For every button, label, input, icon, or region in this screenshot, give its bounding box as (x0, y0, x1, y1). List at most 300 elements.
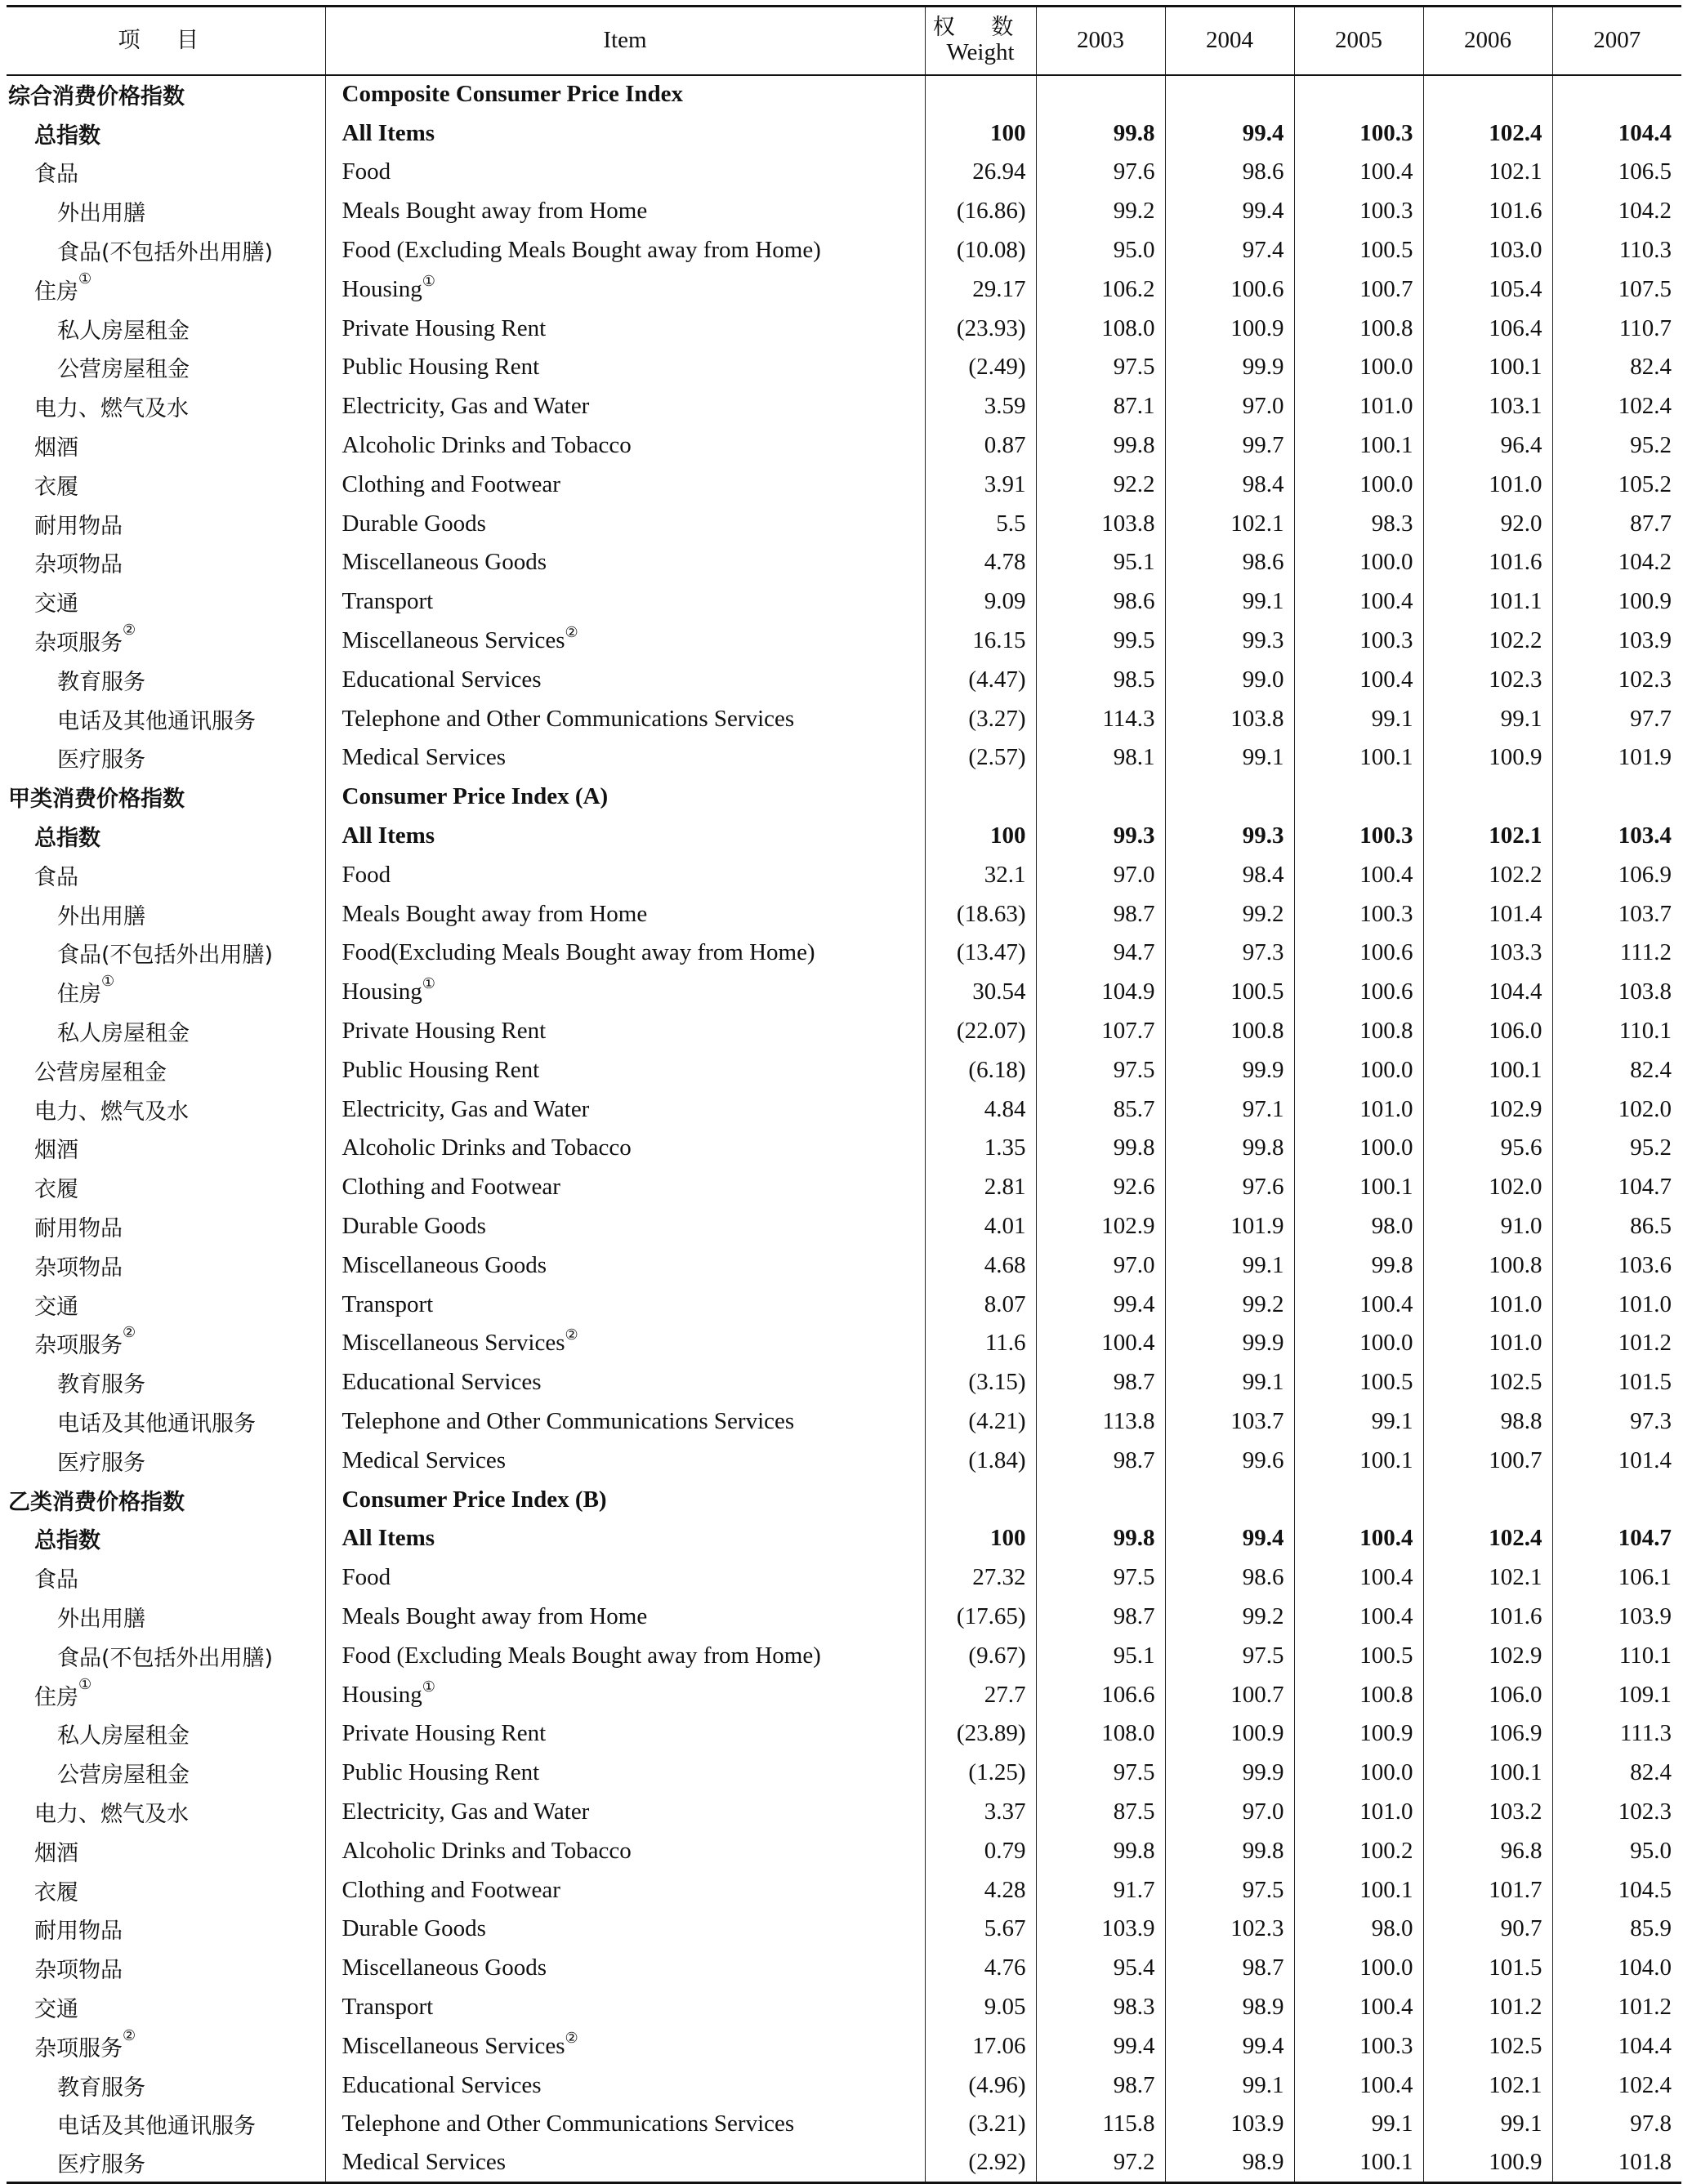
item-en-label: Transport (342, 1993, 434, 2020)
item-en-cell (325, 1714, 925, 1754)
value-cell-2007: 110.1 (1552, 1636, 1681, 1675)
item-en-cell (325, 2026, 925, 2066)
footnote-marker: ② (565, 624, 578, 641)
item-cn-label: 教育服务 (57, 2075, 145, 2101)
weight-cell: 4.28 (925, 1870, 1036, 1910)
weight-cell: (9.67) (925, 1636, 1036, 1675)
value-cell-2006: 102.1 (1423, 153, 1552, 192)
value-cell-2005: 100.4 (1294, 153, 1423, 192)
weight-cell: 1.35 (925, 1129, 1036, 1168)
value-cell-2006: 103.3 (1423, 934, 1552, 973)
table-row (7, 1246, 1681, 1285)
value-cell-2003: 108.0 (1036, 1714, 1165, 1754)
item-cn-label: 耐用物品 (34, 1919, 123, 1945)
table-row (7, 894, 1681, 934)
value-cell-2004: 102.3 (1165, 1910, 1294, 1949)
footnote-marker: ② (123, 1324, 136, 1342)
value-cell-2004: 102.1 (1165, 504, 1294, 543)
value-cell-2004: 98.7 (1165, 1949, 1294, 1988)
value-cell-2004: 100.8 (1165, 1012, 1294, 1051)
value-cell-2003: 98.7 (1036, 894, 1165, 934)
item-en-label: Electricity, Gas and Water (342, 393, 590, 420)
value-cell-2005: 100.6 (1294, 934, 1423, 973)
value-cell-2003: 104.9 (1036, 973, 1165, 1012)
value-cell-2003: 91.7 (1036, 1870, 1165, 1910)
item-en-cell (325, 934, 925, 973)
item-cn-label: 私人房屋租金 (57, 1021, 190, 1047)
item-en-cell (325, 778, 925, 817)
table-row (7, 1090, 1681, 1129)
item-cn-cell (7, 855, 325, 894)
weight-cell: 4.68 (925, 1246, 1036, 1285)
table-row (7, 465, 1681, 504)
value-cell-2003: 95.4 (1036, 1949, 1165, 1988)
value-cell-2006: 106.4 (1423, 309, 1552, 348)
item-en-label: Telephone and Other Communications Services (342, 1407, 795, 1434)
weight-cell: (3.21) (925, 2105, 1036, 2144)
value-cell-2004: 97.1 (1165, 1090, 1294, 1129)
table-row (7, 738, 1681, 778)
item-cn-cell (7, 1324, 325, 1363)
value-cell-2006: 102.4 (1423, 114, 1552, 153)
item-en-label: Durable Goods (342, 510, 486, 537)
item-cn-cell (7, 1870, 325, 1910)
value-cell-2004: 100.9 (1165, 309, 1294, 348)
item-en-label: Food (342, 158, 391, 185)
value-cell-2004: 99.1 (1165, 738, 1294, 778)
item-cn-cell (7, 1598, 325, 1637)
value-cell-2007: 111.3 (1552, 1714, 1681, 1754)
value-cell-2004: 97.5 (1165, 1870, 1294, 1910)
weight-cell: 4.84 (925, 1090, 1036, 1129)
header-year-2006: 2006 (1423, 7, 1552, 75)
item-cn-label: 教育服务 (57, 1372, 145, 1398)
value-cell-2003: 98.7 (1036, 1598, 1165, 1637)
item-cn-cell (7, 1558, 325, 1598)
footnote-marker: ① (101, 973, 115, 991)
weight-cell: 5.67 (925, 1910, 1036, 1949)
item-en-cell (325, 231, 925, 270)
weight-cell: 27.32 (925, 1558, 1036, 1598)
item-en-cell (325, 1441, 925, 1480)
item-en-cell (325, 1168, 925, 1207)
item-en-cell (325, 1754, 925, 1793)
table-row (7, 2105, 1681, 2144)
item-cn-label: 杂项物品 (34, 1958, 123, 1984)
item-en-label: Miscellaneous Goods (342, 1251, 547, 1278)
value-cell-2005: 101.0 (1294, 387, 1423, 426)
value-cell-2007: 101.2 (1552, 1988, 1681, 2027)
item-en-cell (325, 894, 925, 934)
item-en-label: Miscellaneous Services (342, 2032, 565, 2059)
value-cell-2007: 106.5 (1552, 153, 1681, 192)
value-cell-2004: 99.7 (1165, 426, 1294, 466)
item-en-cell (325, 660, 925, 699)
value-cell-2006: 91.0 (1423, 1207, 1552, 1246)
item-en-cell (325, 1636, 925, 1675)
table-row (7, 1168, 1681, 1207)
item-cn-cell (7, 699, 325, 738)
value-cell-2006: 103.2 (1423, 1793, 1552, 1832)
item-cn-cell (7, 2144, 325, 2183)
item-cn-label: 交通 (34, 1996, 78, 2022)
value-cell-2003: 99.8 (1036, 1129, 1165, 1168)
value-cell-2005: 100.3 (1294, 114, 1423, 153)
item-en-cell (325, 348, 925, 387)
value-cell-2005: 100.4 (1294, 2066, 1423, 2105)
value-cell-2005: 100.3 (1294, 817, 1423, 856)
weight-cell: 3.91 (925, 465, 1036, 504)
section-row (7, 778, 1681, 817)
value-cell-2007: 107.5 (1552, 270, 1681, 309)
value-cell-2004: 97.4 (1165, 231, 1294, 270)
item-cn-cell (7, 622, 325, 661)
value-cell-2007: 110.3 (1552, 231, 1681, 270)
item-cn-cell (7, 1754, 325, 1793)
value-cell-2004: 97.0 (1165, 1793, 1294, 1832)
value-cell-2007: 104.5 (1552, 1870, 1681, 1910)
item-cn-cell (7, 1402, 325, 1442)
item-en-label: Food(Excluding Meals Bought away from Home) (342, 939, 815, 966)
item-en-cell (325, 1558, 925, 1598)
item-cn-cell (7, 1480, 325, 1519)
item-en-label: Private Housing Rent (342, 1720, 547, 1747)
weight-cell: 26.94 (925, 153, 1036, 192)
value-cell-2004: 99.1 (1165, 582, 1294, 622)
item-en-cell (325, 1285, 925, 1324)
item-en-label: Meals Bought away from Home (342, 900, 648, 927)
weight-cell: 3.37 (925, 1793, 1036, 1832)
weight-cell: 9.05 (925, 1988, 1036, 2027)
item-cn-cell (7, 2105, 325, 2144)
item-cn-cell (7, 1207, 325, 1246)
item-en-cell (325, 582, 925, 622)
item-cn-cell (7, 75, 325, 114)
value-cell-2007: 101.0 (1552, 1285, 1681, 1324)
value-cell-2003: 98.7 (1036, 2066, 1165, 2105)
value-cell-2006 (1423, 1480, 1552, 1519)
value-cell-2004: 97.6 (1165, 1168, 1294, 1207)
item-en-cell (325, 270, 925, 309)
value-cell-2003: 113.8 (1036, 1402, 1165, 1442)
item-en-label: Food (Excluding Meals Bought away from Home) (342, 237, 821, 264)
item-cn-label: 住房 (57, 982, 101, 1008)
value-cell-2005: 100.0 (1294, 348, 1423, 387)
item-cn-label: 交通 (34, 591, 78, 617)
item-cn-cell (7, 894, 325, 934)
value-cell-2004: 98.4 (1165, 465, 1294, 504)
value-cell-2006: 106.0 (1423, 1012, 1552, 1051)
item-cn-cell (7, 778, 325, 817)
value-cell-2003: 87.1 (1036, 387, 1165, 426)
item-cn-cell (7, 1441, 325, 1480)
value-cell-2003: 103.8 (1036, 504, 1165, 543)
item-en-label: Housing (342, 275, 422, 302)
item-en-label: Transport (342, 1290, 434, 1317)
value-cell-2005: 100.0 (1294, 543, 1423, 582)
weight-cell: (3.27) (925, 699, 1036, 738)
value-cell-2005: 100.8 (1294, 1675, 1423, 1714)
table-row (7, 2066, 1681, 2105)
item-en-cell (325, 75, 925, 114)
weight-cell: (23.93) (925, 309, 1036, 348)
item-cn-label: 电力、燃气及水 (34, 1099, 189, 1125)
item-cn-cell (7, 1050, 325, 1090)
item-cn-label: 食品 (34, 1567, 78, 1593)
value-cell-2005: 100.5 (1294, 231, 1423, 270)
item-cn-label: 综合消费价格指数 (8, 84, 185, 110)
item-cn-label: 衣履 (34, 1879, 78, 1905)
value-cell-2003: 97.5 (1036, 348, 1165, 387)
item-en-cell (325, 1402, 925, 1442)
item-cn-cell (7, 1793, 325, 1832)
header-year-2004: 2004 (1165, 7, 1294, 75)
value-cell-2005: 100.1 (1294, 1168, 1423, 1207)
item-en-cell (325, 699, 925, 738)
item-cn-cell (7, 2066, 325, 2105)
value-cell-2005: 100.4 (1294, 582, 1423, 622)
value-cell-2005 (1294, 778, 1423, 817)
weight-cell: (23.89) (925, 1714, 1036, 1754)
value-cell-2005: 100.4 (1294, 660, 1423, 699)
header-item-en: Item (325, 7, 925, 75)
value-cell-2005: 99.1 (1294, 1402, 1423, 1442)
value-cell-2007: 103.6 (1552, 1246, 1681, 1285)
value-cell-2007: 104.4 (1552, 114, 1681, 153)
value-cell-2004: 99.4 (1165, 192, 1294, 231)
footnote-marker: ① (422, 1678, 435, 1695)
value-cell-2006: 103.1 (1423, 387, 1552, 426)
table-row (7, 1636, 1681, 1675)
item-en-cell (325, 387, 925, 426)
value-cell-2006: 100.1 (1423, 1050, 1552, 1090)
value-cell-2004: 103.8 (1165, 699, 1294, 738)
weight-cell: 0.79 (925, 1831, 1036, 1870)
value-cell-2005: 98.0 (1294, 1207, 1423, 1246)
value-cell-2007: 97.8 (1552, 2105, 1681, 2144)
value-cell-2003: 107.7 (1036, 1012, 1165, 1051)
value-cell-2003: 85.7 (1036, 1090, 1165, 1129)
value-cell-2007: 97.3 (1552, 1402, 1681, 1442)
value-cell-2007: 103.4 (1552, 817, 1681, 856)
value-cell-2004 (1165, 778, 1294, 817)
value-cell-2003: 97.5 (1036, 1558, 1165, 1598)
value-cell-2006: 100.7 (1423, 1441, 1552, 1480)
value-cell-2003: 102.9 (1036, 1207, 1165, 1246)
value-cell-2007: 111.2 (1552, 934, 1681, 973)
footnote-marker: ② (123, 622, 136, 640)
cpi-document (7, 5, 1681, 2184)
weight-cell: 5.5 (925, 504, 1036, 543)
item-en-cell (325, 309, 925, 348)
table-row (7, 1793, 1681, 1832)
value-cell-2004 (1165, 75, 1294, 114)
value-cell-2003: 114.3 (1036, 699, 1165, 738)
weight-cell: (1.25) (925, 1754, 1036, 1793)
item-en-label: Consumer Price Index (A) (342, 783, 609, 810)
footnote-marker: ② (565, 1326, 578, 1344)
header-year-2003: 2003 (1036, 7, 1165, 75)
value-cell-2006: 101.5 (1423, 1949, 1552, 1988)
item-cn-label: 杂项服务 (34, 1333, 123, 1359)
item-cn-cell (7, 1988, 325, 2027)
item-en-cell (325, 1324, 925, 1363)
item-en-cell (325, 1949, 925, 1988)
value-cell-2006: 90.7 (1423, 1910, 1552, 1949)
table-row (7, 1129, 1681, 1168)
value-cell-2007: 101.2 (1552, 1324, 1681, 1363)
value-cell-2007: 104.2 (1552, 192, 1681, 231)
table-row (7, 1519, 1681, 1558)
item-cn-cell (7, 1168, 325, 1207)
value-cell-2007: 82.4 (1552, 1754, 1681, 1793)
value-cell-2005: 100.7 (1294, 270, 1423, 309)
item-cn-cell (7, 817, 325, 856)
value-cell-2006: 102.9 (1423, 1636, 1552, 1675)
footnote-marker: ① (78, 1675, 92, 1693)
value-cell-2007: 82.4 (1552, 348, 1681, 387)
value-cell-2004: 99.3 (1165, 622, 1294, 661)
value-cell-2007: 102.4 (1552, 387, 1681, 426)
value-cell-2005: 100.1 (1294, 2144, 1423, 2183)
item-en-cell (325, 1831, 925, 1870)
value-cell-2005: 100.3 (1294, 2026, 1423, 2066)
item-cn-cell (7, 1949, 325, 1988)
item-cn-label: 电力、燃气及水 (34, 1801, 189, 1827)
value-cell-2006: 102.1 (1423, 2066, 1552, 2105)
value-cell-2005: 99.1 (1294, 2105, 1423, 2144)
value-cell-2003: 97.5 (1036, 1754, 1165, 1793)
value-cell-2005: 100.3 (1294, 894, 1423, 934)
value-cell-2003: 99.3 (1036, 817, 1165, 856)
item-cn-cell (7, 387, 325, 426)
weight-cell: (6.18) (925, 1050, 1036, 1090)
value-cell-2005: 100.8 (1294, 1012, 1423, 1051)
value-cell-2007: 102.0 (1552, 1090, 1681, 1129)
item-cn-cell (7, 465, 325, 504)
value-cell-2007: 102.3 (1552, 1793, 1681, 1832)
value-cell-2007: 103.9 (1552, 622, 1681, 661)
item-cn-cell (7, 1519, 325, 1558)
value-cell-2004: 99.1 (1165, 2066, 1294, 2105)
item-cn-label: 乙类消费价格指数 (8, 1489, 185, 1515)
value-cell-2003: 97.0 (1036, 1246, 1165, 1285)
value-cell-2004: 100.5 (1165, 973, 1294, 1012)
item-cn-cell (7, 504, 325, 543)
table-row (7, 1910, 1681, 1949)
value-cell-2006: 102.9 (1423, 1090, 1552, 1129)
weight-cell: (16.86) (925, 192, 1036, 231)
table-row (7, 660, 1681, 699)
value-cell-2003: 98.3 (1036, 1988, 1165, 2027)
value-cell-2007: 95.2 (1552, 1129, 1681, 1168)
item-cn-cell (7, 114, 325, 153)
table-row (7, 699, 1681, 738)
table-body (7, 75, 1681, 2183)
weight-cell: (4.21) (925, 1402, 1036, 1442)
value-cell-2005: 101.0 (1294, 1090, 1423, 1129)
item-en-cell (325, 1793, 925, 1832)
value-cell-2003: 97.0 (1036, 855, 1165, 894)
item-cn-cell (7, 582, 325, 622)
value-cell-2005: 100.3 (1294, 192, 1423, 231)
table-row (7, 1949, 1681, 1988)
value-cell-2003: 95.0 (1036, 231, 1165, 270)
item-cn-cell (7, 270, 325, 309)
value-cell-2004: 100.9 (1165, 1714, 1294, 1754)
item-cn-label: 杂项服务 (34, 631, 123, 657)
value-cell-2004: 98.9 (1165, 1988, 1294, 2027)
table-row (7, 622, 1681, 661)
weight-cell: (2.49) (925, 348, 1036, 387)
value-cell-2004: 99.8 (1165, 1831, 1294, 1870)
item-cn-cell (7, 1012, 325, 1051)
table-row (7, 1363, 1681, 1402)
value-cell-2007: 87.7 (1552, 504, 1681, 543)
item-cn-label: 公营房屋租金 (57, 1763, 190, 1789)
value-cell-2006: 101.0 (1423, 465, 1552, 504)
value-cell-2004: 98.6 (1165, 1558, 1294, 1598)
weight-cell (925, 778, 1036, 817)
item-en-label: Housing (342, 978, 422, 1005)
value-cell-2007 (1552, 1480, 1681, 1519)
table-row (7, 1050, 1681, 1090)
item-cn-label: 食品(不包括外出用膳) (57, 240, 274, 266)
item-en-cell (325, 622, 925, 661)
value-cell-2004 (1165, 1480, 1294, 1519)
item-en-cell (325, 1480, 925, 1519)
item-cn-cell (7, 1714, 325, 1754)
weight-cell: (1.84) (925, 1441, 1036, 1480)
value-cell-2003: 99.2 (1036, 192, 1165, 231)
value-cell-2003: 87.5 (1036, 1793, 1165, 1832)
value-cell-2006: 101.6 (1423, 192, 1552, 231)
table-row (7, 504, 1681, 543)
value-cell-2003: 99.4 (1036, 1285, 1165, 1324)
item-cn-label: 公营房屋租金 (57, 357, 190, 383)
value-cell-2005 (1294, 75, 1423, 114)
value-cell-2007: 82.4 (1552, 1050, 1681, 1090)
item-cn-label: 食品(不包括外出用膳) (57, 1645, 274, 1671)
value-cell-2005: 100.4 (1294, 1285, 1423, 1324)
value-cell-2006: 101.0 (1423, 1285, 1552, 1324)
item-cn-label: 电话及其他通讯服务 (57, 708, 256, 734)
item-en-label: Educational Services (342, 666, 542, 693)
item-cn-label: 医疗服务 (57, 747, 145, 773)
item-en-label: Meals Bought away from Home (342, 1602, 648, 1629)
item-en-label: All Items (342, 1525, 435, 1552)
value-cell-2004: 99.4 (1165, 2026, 1294, 2066)
weight-cell: 27.7 (925, 1675, 1036, 1714)
value-cell-2004: 97.0 (1165, 387, 1294, 426)
item-cn-label: 教育服务 (57, 669, 145, 695)
weight-cell: (10.08) (925, 231, 1036, 270)
value-cell-2006: 100.1 (1423, 348, 1552, 387)
value-cell-2004: 99.4 (1165, 114, 1294, 153)
value-cell-2004: 98.6 (1165, 153, 1294, 192)
value-cell-2006: 100.1 (1423, 1754, 1552, 1793)
value-cell-2005: 100.8 (1294, 309, 1423, 348)
item-cn-label: 食品 (34, 864, 78, 890)
value-cell-2005: 100.6 (1294, 973, 1423, 1012)
item-en-cell (325, 855, 925, 894)
item-en-label: Educational Services (342, 2071, 542, 2098)
value-cell-2005: 98.0 (1294, 1910, 1423, 1949)
item-en-label: Electricity, Gas and Water (342, 1798, 590, 1825)
item-cn-label: 食品(不包括外出用膳) (57, 943, 274, 969)
value-cell-2007: 100.9 (1552, 582, 1681, 622)
value-cell-2006: 96.8 (1423, 1831, 1552, 1870)
